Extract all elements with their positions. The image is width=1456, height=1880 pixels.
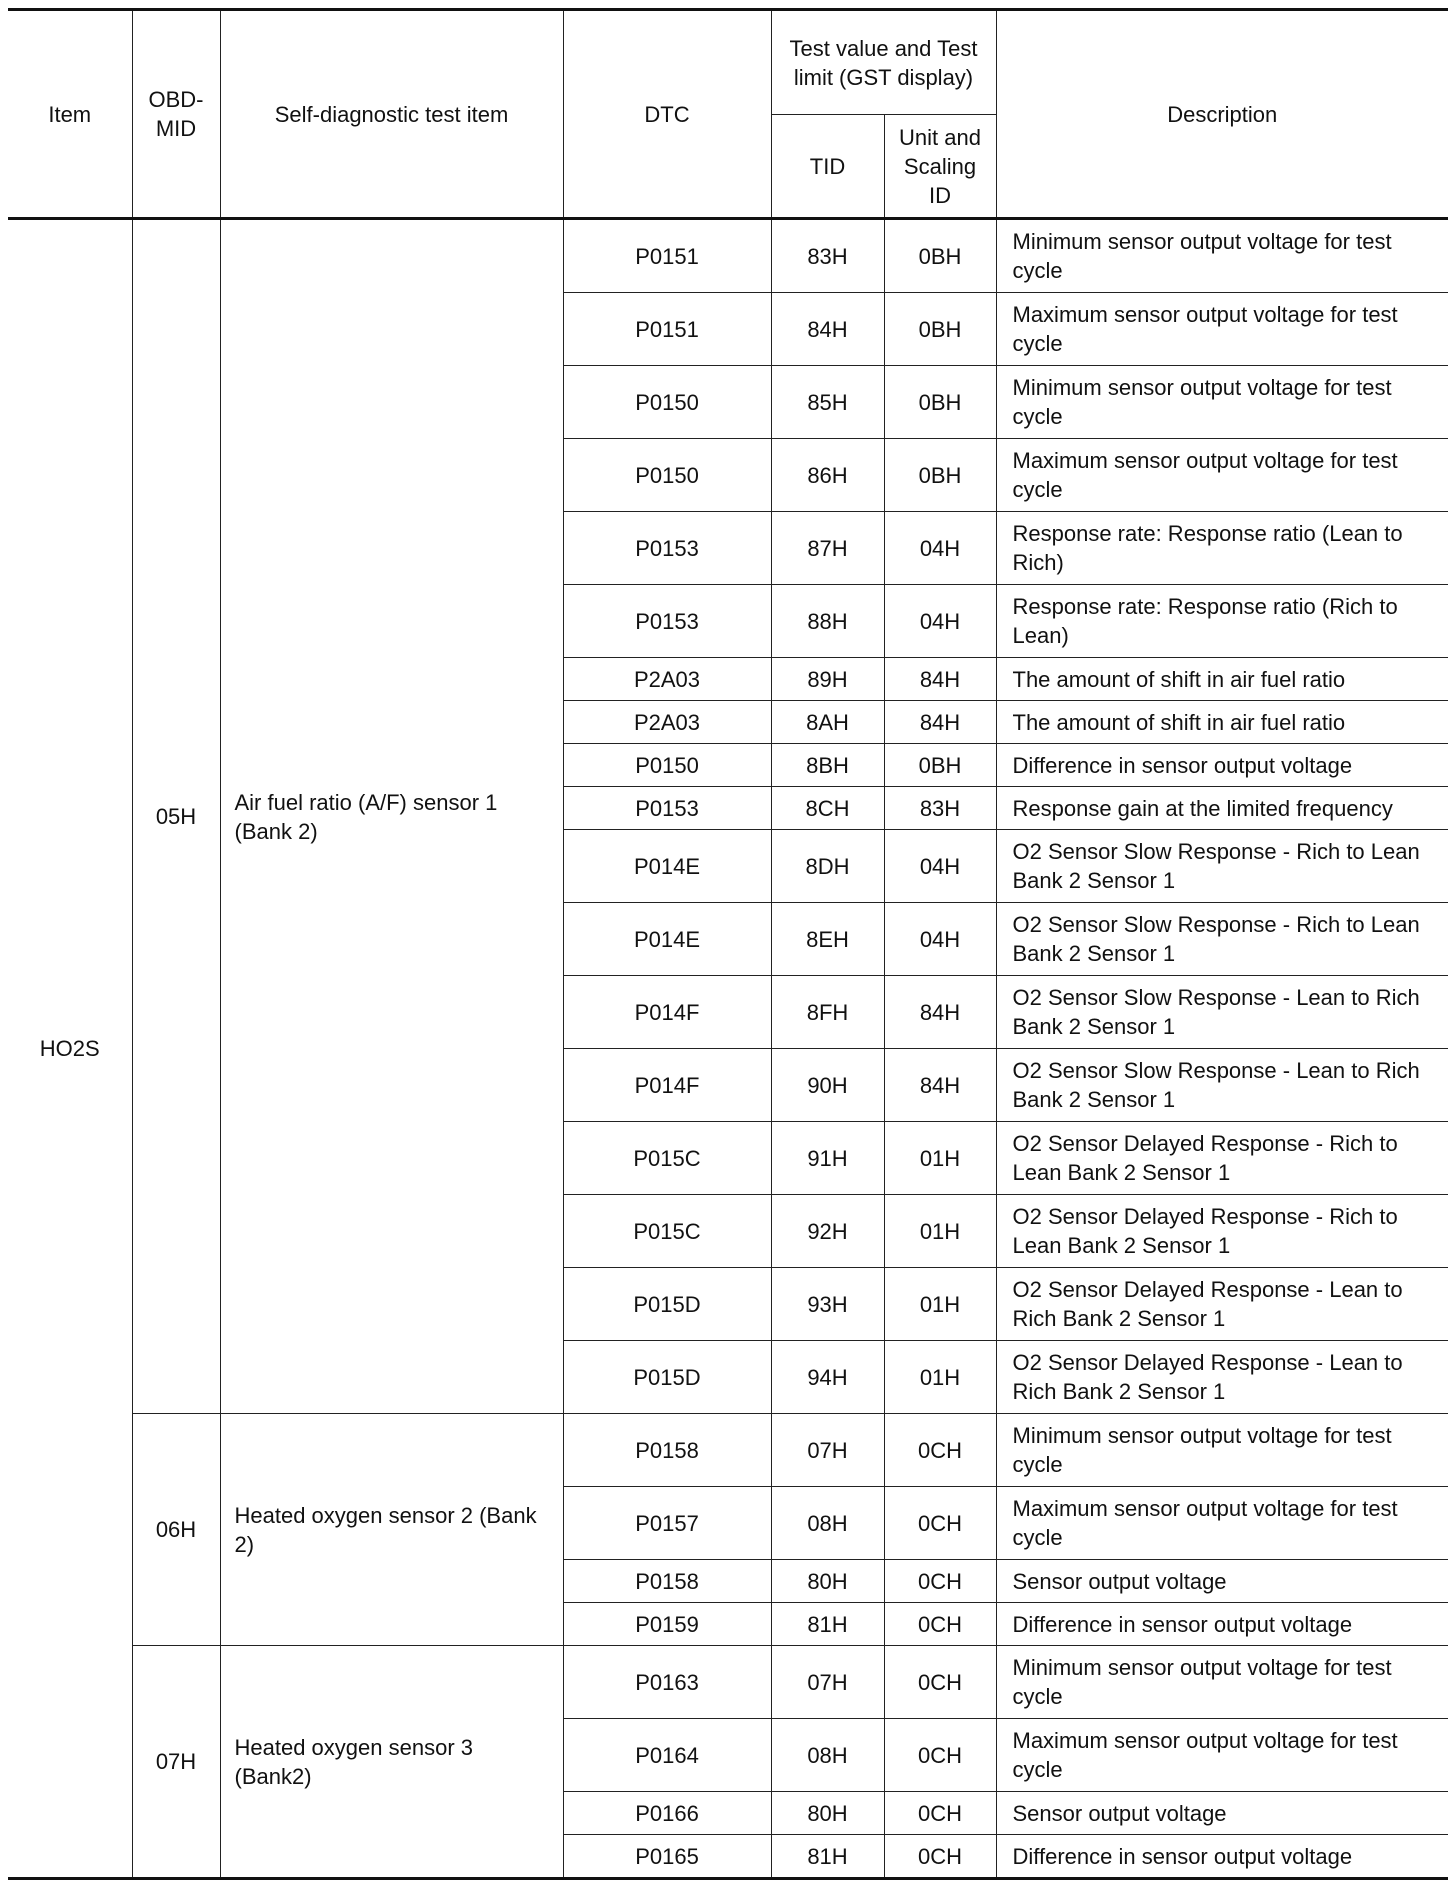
tid-cell: 07H — [771, 1646, 884, 1719]
unit-scaling-cell: 0CH — [884, 1487, 996, 1560]
tid-cell: 81H — [771, 1603, 884, 1646]
description-cell: Maximum sensor output voltage for test cycle — [996, 1487, 1448, 1560]
unit-scaling-cell: 84H — [884, 701, 996, 744]
dtc-cell: P2A03 — [563, 658, 771, 701]
dtc-cell: P2A03 — [563, 701, 771, 744]
dtc-cell: P0158 — [563, 1560, 771, 1603]
unit-scaling-cell: 0BH — [884, 439, 996, 512]
unit-scaling-cell: 0CH — [884, 1835, 996, 1879]
description-cell: O2 Sensor Slow Response - Rich to Lean Bank 2 Sensor 1 — [996, 830, 1448, 903]
dtc-cell: P0163 — [563, 1646, 771, 1719]
unit-scaling-cell: 0BH — [884, 744, 996, 787]
description-cell: Difference in sensor output voltage — [996, 744, 1448, 787]
description-cell: O2 Sensor Slow Response - Rich to Lean Bank 2 Sensor 1 — [996, 903, 1448, 976]
unit-scaling-cell: 01H — [884, 1341, 996, 1414]
description-cell: Response rate: Response ratio (Lean to Rich) — [996, 512, 1448, 585]
unit-scaling-cell: 0CH — [884, 1603, 996, 1646]
dtc-cell: P014E — [563, 830, 771, 903]
description-cell: Minimum sensor output voltage for test cycle — [996, 1646, 1448, 1719]
unit-scaling-cell: 01H — [884, 1122, 996, 1195]
tid-cell: 8EH — [771, 903, 884, 976]
dtc-cell: P015C — [563, 1122, 771, 1195]
description-cell: O2 Sensor Delayed Response - Rich to Lean Bank 2 Sensor 1 — [996, 1122, 1448, 1195]
dtc-cell: P015C — [563, 1195, 771, 1268]
unit-scaling-cell: 01H — [884, 1268, 996, 1341]
description-cell: Difference in sensor output voltage — [996, 1603, 1448, 1646]
tid-cell: 8FH — [771, 976, 884, 1049]
description-cell: Response rate: Response ratio (Rich to Lean) — [996, 585, 1448, 658]
description-cell: Maximum sensor output voltage for test cycle — [996, 1719, 1448, 1792]
unit-scaling-cell: 04H — [884, 585, 996, 658]
test-item-cell: Air fuel ratio (A/F) sensor 1 (Bank 2) — [220, 219, 563, 1414]
tid-cell: 07H — [771, 1414, 884, 1487]
description-cell: The amount of shift in air fuel ratio — [996, 701, 1448, 744]
unit-scaling-cell: 0BH — [884, 219, 996, 293]
header-dtc: DTC — [563, 10, 771, 219]
unit-scaling-cell: 83H — [884, 787, 996, 830]
header-test-item: Self-diagnostic test item — [220, 10, 563, 219]
dtc-cell: P0165 — [563, 1835, 771, 1879]
obd-mid-cell: 05H — [132, 219, 220, 1414]
header-tid: TID — [771, 115, 884, 219]
obd-mid-cell: 07H — [132, 1646, 220, 1879]
tid-cell: 80H — [771, 1560, 884, 1603]
unit-scaling-cell: 01H — [884, 1195, 996, 1268]
tid-cell: 83H — [771, 219, 884, 293]
unit-scaling-cell: 0CH — [884, 1646, 996, 1719]
unit-scaling-cell: 84H — [884, 976, 996, 1049]
tid-cell: 85H — [771, 366, 884, 439]
dtc-cell: P0158 — [563, 1414, 771, 1487]
header-unit-scaling-id: Unit and Scaling ID — [884, 115, 996, 219]
tid-cell: 91H — [771, 1122, 884, 1195]
tid-cell: 08H — [771, 1719, 884, 1792]
obd-test-table — [8, 8, 1448, 1880]
dtc-cell: P014F — [563, 1049, 771, 1122]
item-cell: HO2S — [8, 219, 132, 1879]
dtc-cell: P0164 — [563, 1719, 771, 1792]
tid-cell: 86H — [771, 439, 884, 512]
description-cell: Minimum sensor output voltage for test cycle — [996, 1414, 1448, 1487]
dtc-cell: P0166 — [563, 1792, 771, 1835]
unit-scaling-cell: 04H — [884, 903, 996, 976]
tid-cell: 89H — [771, 658, 884, 701]
dtc-cell: P0151 — [563, 293, 771, 366]
description-cell: O2 Sensor Slow Response - Lean to Rich Bank 2 Sensor 1 — [996, 976, 1448, 1049]
dtc-cell: P014F — [563, 976, 771, 1049]
obd-mid-cell: 06H — [132, 1414, 220, 1646]
description-cell: Difference in sensor output voltage — [996, 1835, 1448, 1879]
tid-cell: 87H — [771, 512, 884, 585]
unit-scaling-cell: 84H — [884, 658, 996, 701]
tid-cell: 08H — [771, 1487, 884, 1560]
description-cell: O2 Sensor Delayed Response - Lean to Rich Bank 2 Sensor 1 — [996, 1268, 1448, 1341]
tid-cell: 88H — [771, 585, 884, 658]
dtc-cell: P0150 — [563, 439, 771, 512]
header-obd-mid: OBD- MID — [132, 10, 220, 219]
tid-cell: 8AH — [771, 701, 884, 744]
description-cell: The amount of shift in air fuel ratio — [996, 658, 1448, 701]
dtc-cell: P0157 — [563, 1487, 771, 1560]
dtc-cell: P0151 — [563, 219, 771, 293]
dtc-cell: P0150 — [563, 744, 771, 787]
dtc-cell: P015D — [563, 1341, 771, 1414]
tid-cell: 90H — [771, 1049, 884, 1122]
dtc-cell: P015D — [563, 1268, 771, 1341]
description-cell: O2 Sensor Delayed Response - Rich to Lean Bank 2 Sensor 1 — [996, 1195, 1448, 1268]
unit-scaling-cell: 0BH — [884, 366, 996, 439]
table-row — [8, 1414, 1448, 1487]
tid-cell: 80H — [771, 1792, 884, 1835]
dtc-cell: P0153 — [563, 787, 771, 830]
test-item-cell: Heated oxygen sensor 3 (Bank2) — [220, 1646, 563, 1879]
description-cell: O2 Sensor Slow Response - Lean to Rich Bank 2 Sensor 1 — [996, 1049, 1448, 1122]
tid-cell: 8CH — [771, 787, 884, 830]
unit-scaling-cell: 0CH — [884, 1414, 996, 1487]
unit-scaling-cell: 04H — [884, 830, 996, 903]
dtc-cell: P0153 — [563, 512, 771, 585]
unit-scaling-cell: 0CH — [884, 1792, 996, 1835]
tid-cell: 93H — [771, 1268, 884, 1341]
tid-cell: 8BH — [771, 744, 884, 787]
unit-scaling-cell: 0CH — [884, 1560, 996, 1603]
description-cell: O2 Sensor Delayed Response - Lean to Rich Bank 2 Sensor 1 — [996, 1341, 1448, 1414]
unit-scaling-cell: 0BH — [884, 293, 996, 366]
table-row — [8, 219, 1448, 293]
description-cell: Maximum sensor output voltage for test cycle — [996, 439, 1448, 512]
dtc-cell: P014E — [563, 903, 771, 976]
description-cell: Minimum sensor output voltage for test cycle — [996, 366, 1448, 439]
description-cell: Sensor output voltage — [996, 1560, 1448, 1603]
tid-cell: 92H — [771, 1195, 884, 1268]
description-cell: Response gain at the limited frequency — [996, 787, 1448, 830]
unit-scaling-cell: 84H — [884, 1049, 996, 1122]
description-cell: Minimum sensor output voltage for test cycle — [996, 219, 1448, 293]
unit-scaling-cell: 04H — [884, 512, 996, 585]
tid-cell: 94H — [771, 1341, 884, 1414]
header-description: Description — [996, 10, 1448, 219]
test-item-cell: Heated oxygen sensor 2 (Bank 2) — [220, 1414, 563, 1646]
table-header — [8, 10, 1448, 219]
tid-cell: 8DH — [771, 830, 884, 903]
description-cell: Sensor output voltage — [996, 1792, 1448, 1835]
dtc-cell: P0159 — [563, 1603, 771, 1646]
tid-cell: 81H — [771, 1835, 884, 1879]
unit-scaling-cell: 0CH — [884, 1719, 996, 1792]
dtc-cell: P0150 — [563, 366, 771, 439]
dtc-cell: P0153 — [563, 585, 771, 658]
table-body — [8, 219, 1448, 1879]
table-row — [8, 1646, 1448, 1719]
header-test-value: Test value and Test limit (GST display) — [771, 10, 996, 115]
description-cell: Maximum sensor output voltage for test cycle — [996, 293, 1448, 366]
header-item: Item — [8, 10, 132, 219]
tid-cell: 84H — [771, 293, 884, 366]
